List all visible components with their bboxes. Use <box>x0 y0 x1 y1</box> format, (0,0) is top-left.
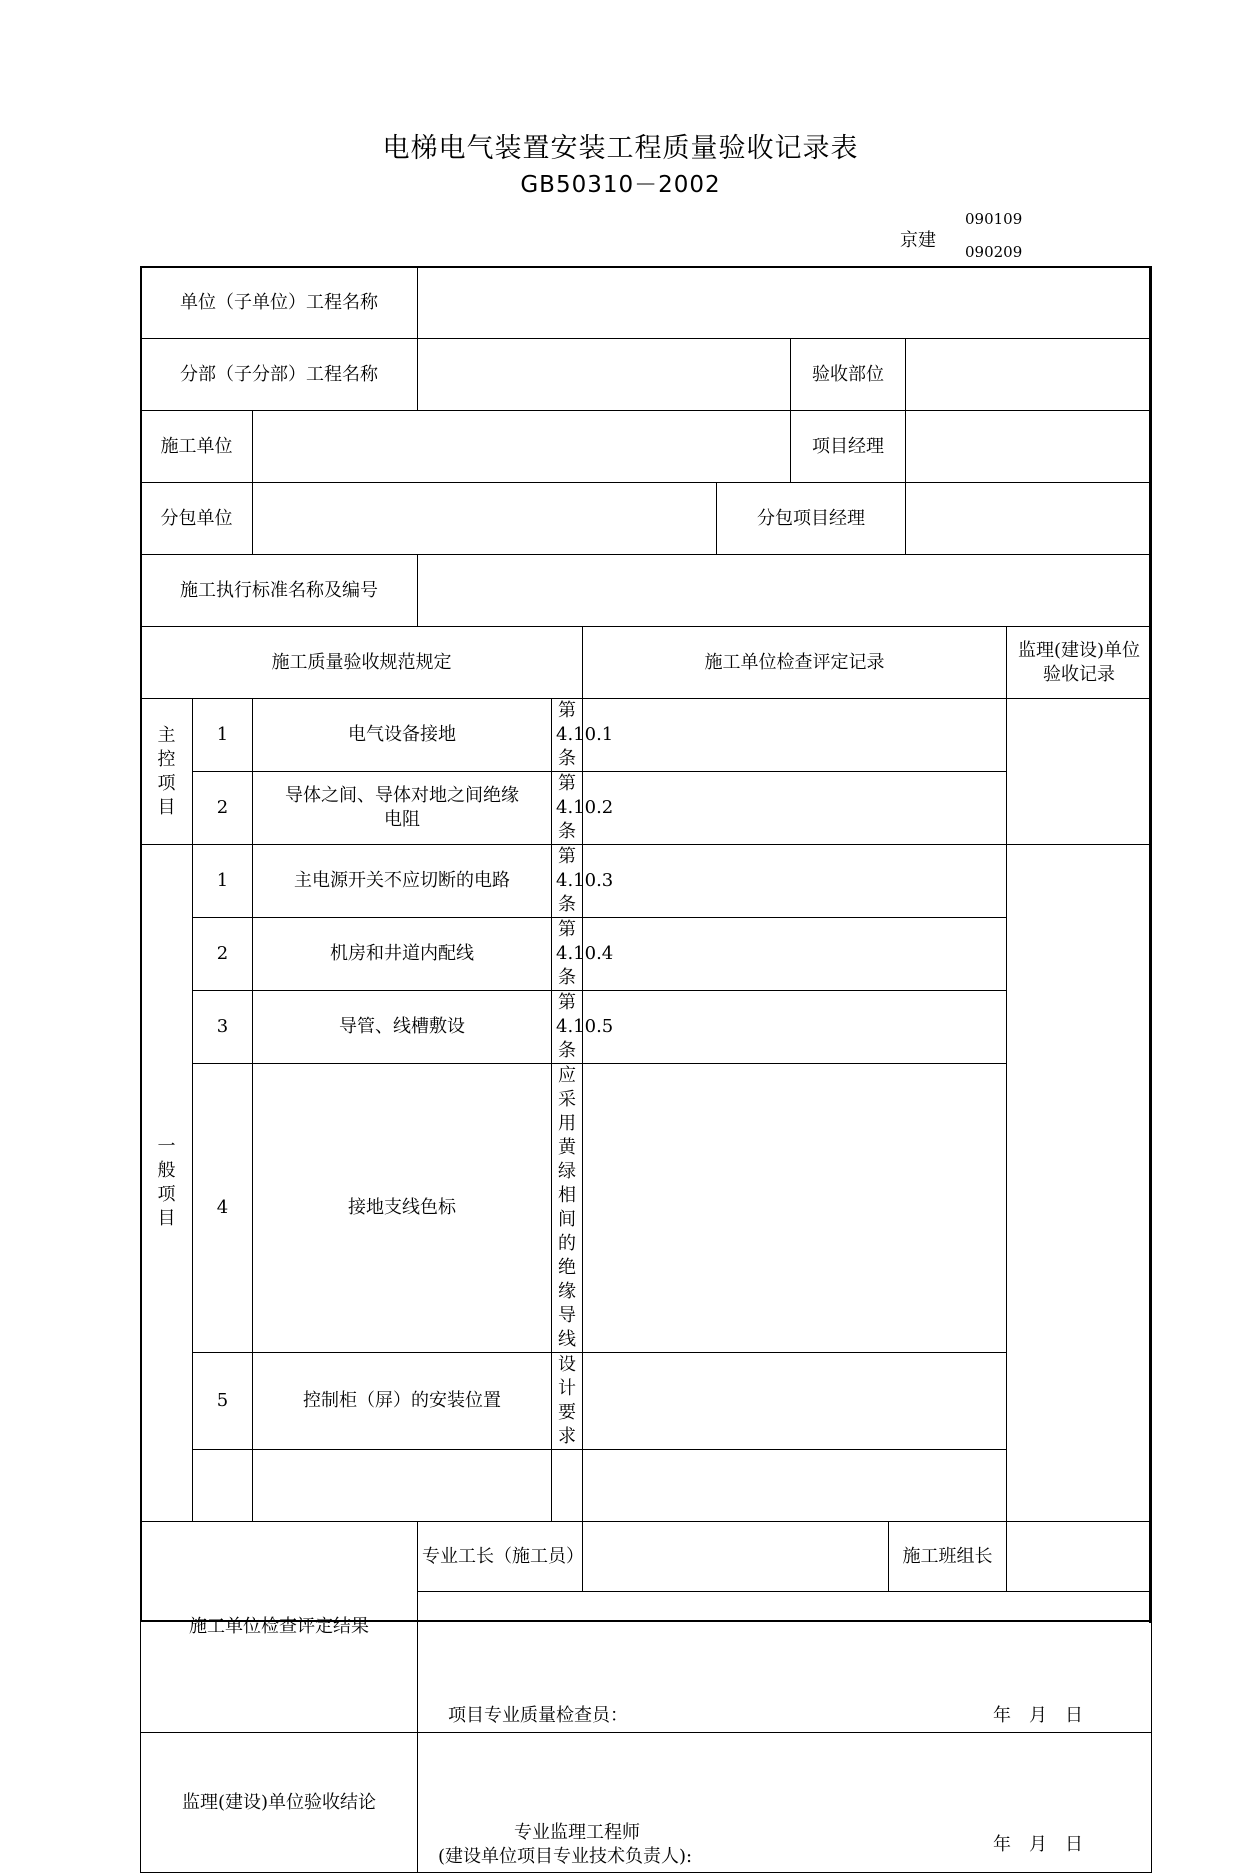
contractor-record-cell[interactable] <box>583 1450 1007 1522</box>
supervisor-record-cell[interactable] <box>1007 845 1152 1522</box>
general-char: 项 <box>157 1184 176 1205</box>
item-number: 4 <box>193 1064 253 1353</box>
item-clause <box>552 1064 583 1353</box>
item-number: 3 <box>193 991 253 1064</box>
sub-project-manager-field[interactable] <box>906 483 1152 555</box>
supervisor-record-header-line1: 监理(建设)单位 <box>1017 639 1141 661</box>
supervisor-record-header <box>1007 627 1152 699</box>
general-char: 一 <box>157 1136 176 1157</box>
item-clause: 第4.10.3条 <box>552 845 583 918</box>
contractor-result-field[interactable] <box>418 1592 1152 1733</box>
item-name <box>253 772 552 845</box>
contractor-record-cell[interactable] <box>583 845 1007 918</box>
supervisor-record-header-line2: 验收记录 <box>1043 663 1115 685</box>
subcontractor-label: 分包单位 <box>141 483 253 555</box>
main-control-char: 项 <box>157 772 176 794</box>
sub-project-manager-label: 分包项目经理 <box>717 483 906 555</box>
contractor-record-cell[interactable] <box>583 772 1007 845</box>
unit-project-field[interactable] <box>418 267 1152 339</box>
item-number: 2 <box>193 918 253 991</box>
table-right-edge <box>1149 268 1152 1623</box>
main-control-char: 目 <box>157 796 176 818</box>
acceptance-part-label: 验收部位 <box>791 339 906 411</box>
standard-label: 施工执行标准名称及编号 <box>141 555 418 627</box>
contractor-record-cell[interactable] <box>583 1064 1007 1353</box>
item-clause: 第4.10.5条 <box>552 991 583 1064</box>
contractor-record-header: 施工单位检查评定记录 <box>583 627 1007 699</box>
subcontractor-field[interactable] <box>253 483 717 555</box>
item-name-empty[interactable] <box>253 1450 552 1522</box>
contractor-record-cell[interactable] <box>583 699 1007 772</box>
contractor-record-cell[interactable] <box>583 1353 1007 1450</box>
general-char: 般 <box>157 1160 176 1181</box>
item-name-line2: 电阻 <box>384 809 420 830</box>
form-code-1: 090109 <box>965 210 1023 228</box>
result-date: 年 月 日 <box>993 1705 1083 1726</box>
page-title: 电梯电气装置安装工程质量验收记录表 <box>382 133 859 164</box>
item-number-empty[interactable] <box>193 1450 253 1522</box>
main-control-char: 控 <box>157 748 176 770</box>
item-name: 控制柜（屏）的安装位置 <box>253 1353 552 1450</box>
item-number: 1 <box>193 845 253 918</box>
standard-field[interactable] <box>418 555 1152 627</box>
contractor-record-cell[interactable] <box>583 918 1007 991</box>
item-name: 导管、线槽敷设 <box>253 991 552 1064</box>
item-name: 接地支线色标 <box>253 1064 552 1353</box>
item-clause-line1: 应采用黄绿相间的 <box>558 1065 576 1254</box>
acceptance-part-field[interactable] <box>906 339 1152 411</box>
code-label: 京建 <box>900 230 936 251</box>
supervision-label: 监理(建设)单位验收结论 <box>141 1733 418 1873</box>
form-code-2: 090209 <box>965 243 1023 261</box>
spec-header: 施工质量验收规范规定 <box>141 627 583 699</box>
supervisor-record-cell[interactable] <box>1007 699 1152 845</box>
standard-number: GB50310－2002 <box>520 172 721 198</box>
item-clause: 第4.10.2条 <box>552 772 583 845</box>
item-name-line1: 导体之间、导体对地之间绝缘 <box>285 785 519 806</box>
foreman-label: 专业工长（施工员） <box>418 1522 583 1592</box>
general-char: 目 <box>157 1208 176 1229</box>
acceptance-record-table <box>140 266 1152 1873</box>
engineer-label-line1: 专业监理工程师 <box>514 1822 640 1843</box>
project-manager-label: 项目经理 <box>791 411 906 483</box>
item-number: 5 <box>193 1353 253 1450</box>
supervision-date: 年 月 日 <box>993 1834 1083 1855</box>
item-clause-line2: 绝缘导线 <box>558 1257 576 1350</box>
contractor-field[interactable] <box>253 411 791 483</box>
supervision-field[interactable] <box>418 1733 1152 1873</box>
inspector-label: 项目专业质量检查员： <box>448 1705 628 1726</box>
item-clause: 第4.10.1条 <box>552 699 583 772</box>
main-control-label <box>141 699 193 845</box>
item-clause-empty[interactable] <box>552 1450 583 1522</box>
project-manager-field[interactable] <box>906 411 1152 483</box>
contractor-record-cell[interactable] <box>583 991 1007 1064</box>
item-name: 机房和井道内配线 <box>253 918 552 991</box>
item-name: 电气设备接地 <box>253 699 552 772</box>
item-number: 1 <box>193 699 253 772</box>
team-leader-label: 施工班组长 <box>889 1522 1007 1592</box>
main-control-char: 主 <box>157 724 176 746</box>
item-clause: 第4.10.4条 <box>552 918 583 991</box>
contractor-label: 施工单位 <box>141 411 253 483</box>
sub-project-field[interactable] <box>418 339 791 411</box>
sub-project-label: 分部（子分部）工程名称 <box>141 339 418 411</box>
unit-project-label: 单位（子单位）工程名称 <box>141 267 418 339</box>
team-leader-field[interactable] <box>1007 1522 1152 1592</box>
foreman-field[interactable] <box>583 1522 889 1592</box>
engineer-label-line2: (建设单位项目专业技术负责人): <box>438 1846 693 1867</box>
item-number: 2 <box>193 772 253 845</box>
item-name: 主电源开关不应切断的电路 <box>253 845 552 918</box>
general-label <box>141 845 193 1522</box>
item-clause: 设计要求 <box>552 1353 583 1450</box>
contractor-result-label: 施工单位检查评定结果 <box>141 1522 418 1733</box>
